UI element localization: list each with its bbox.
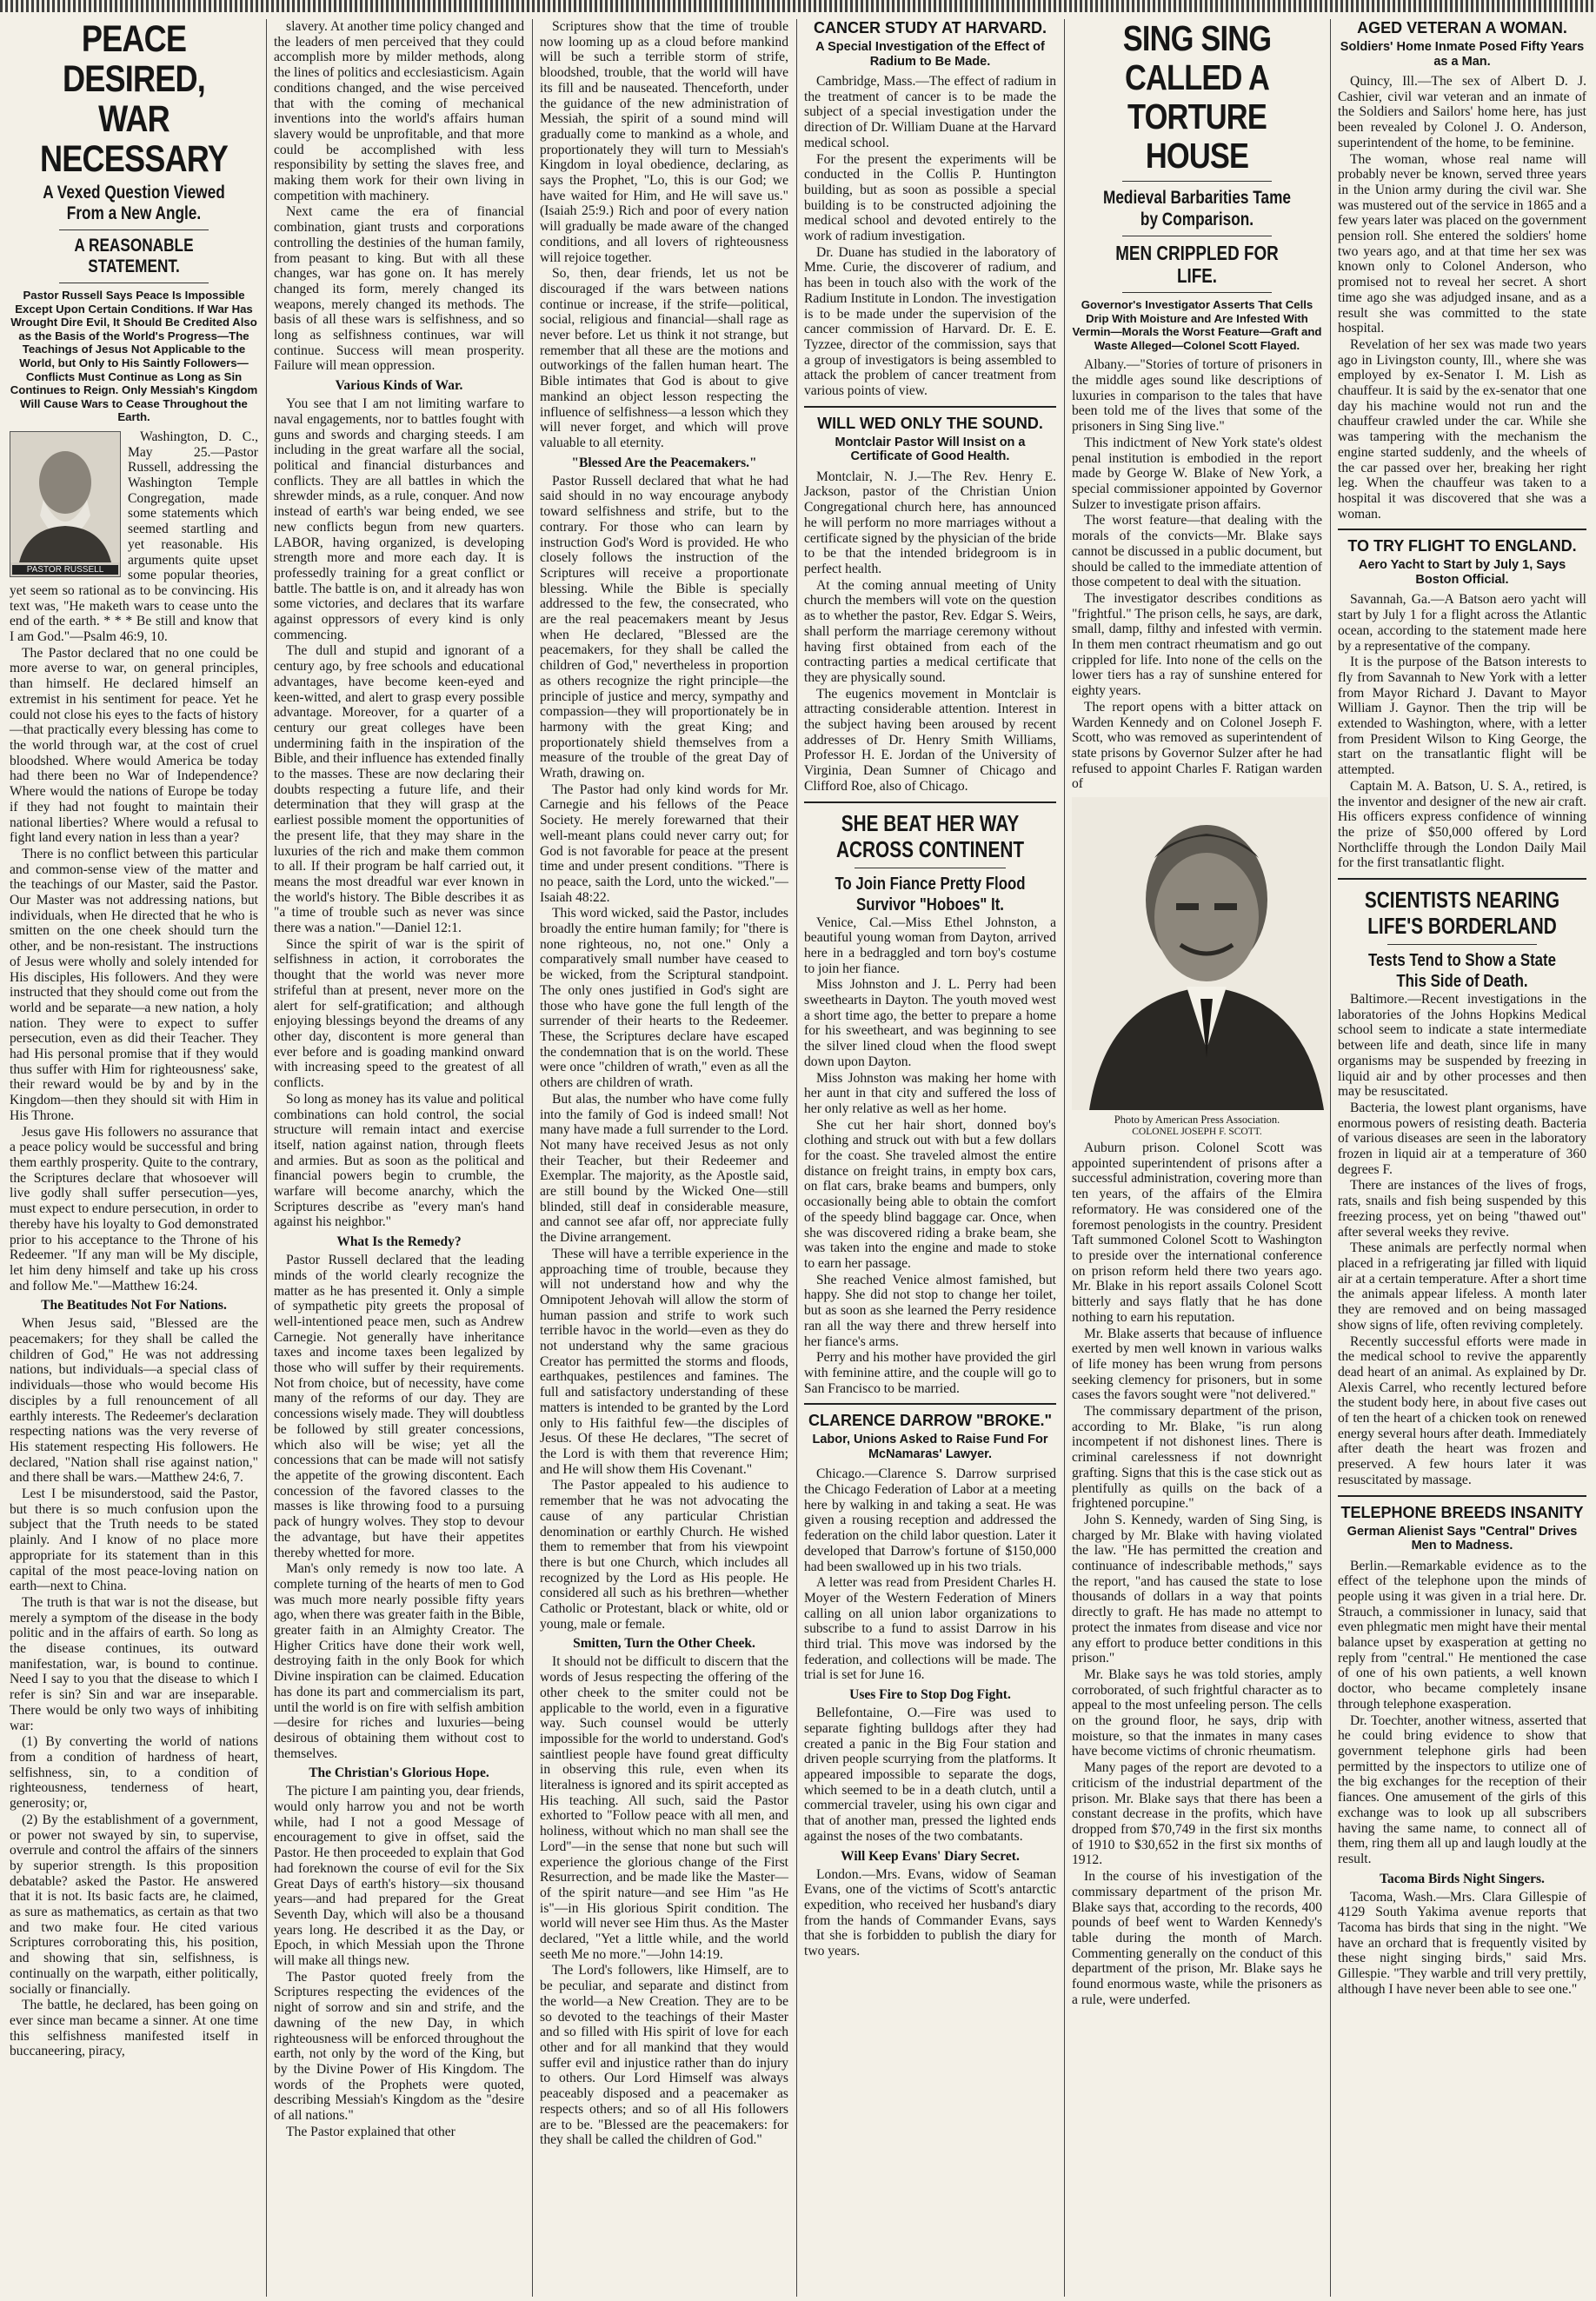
portrait-pastor-russell xyxy=(10,431,121,577)
headline-cancer-study: CANCER STUDY AT HARVARD. xyxy=(813,19,1047,37)
paragraph: Recently successful efforts were made in the medical school to revive the apparently dead heart of an animal. As explained by Dr. Alexis Carrel, who recently lectured before the student body here, in about five cases out of ten the heart of a chicken took on renewed energy several hours after death. Immediately after death the heart was frozen and preserved. A few hours later it was resuscitated by massage. xyxy=(1338,1333,1586,1487)
deck: Soldiers' Home Inmate Posed Fifty Years as a Man. xyxy=(1340,40,1585,69)
deck: To Join Fiance Pretty Flood Survivor "Hoboes" It. xyxy=(835,874,1026,914)
deck-vexed-question: A Vexed Question Viewed From a New Angle. xyxy=(43,183,225,223)
paragraph: Baltimore.—Recent investigations in the laboratories of the Johns Hopkins Medical school seem to indicate a state intermediate between life and death, since life in many organisms may be suspended by freezing in liquid air and by other processes and then may be resuscitated. xyxy=(1338,992,1586,1100)
headline-telephone: TELEPHONE BREEDS INSANITY xyxy=(1340,1503,1584,1521)
paragraph: Lest I be misunderstood, said the Pastor, but there is so much confusion upon the subject that the Truth needs to be stated plainly. And I know of no place more appropriate for its statement than in this capital of the most peace-loving nation on earth—next to China. xyxy=(10,1486,258,1594)
paragraph: The battle, he declared, has been going on ever since man became a sinner. At one time this selfishness manifested itself in buccaneering, piracy, xyxy=(10,1998,258,2059)
paragraph: The dull and stupid and ignorant of a century ago, by free schools and educational advantages, have become keen-eyed and keen-witted, and alert to grasp every possible advantage. Moreover, for a quarter of a century our great colleges have been undermining faith in the inspiration of the Bible, and their influence has extended finally to the masses. These are now declaring their doubts respecting a future life, and their determination that they will grasp at the earliest possible moment the opportunities of the present life, that they may share in the luxuries of the rich and make them common to all. If their program be half carried out, it means the most dreadful war ever known in the world's history. The Bible describes it as "a time of trouble such as never was since there was a nation."—Daniel 12:1. xyxy=(274,643,524,936)
paragraph: For the present the experiments will be conducted in the Collis P. Huntington building, but as soon as possible a special building is to be constructed adjoining the medical school and devoted entirely to the work of radium investigation. xyxy=(804,151,1056,244)
paragraph: Cambridge, Mass.—The effect of radium in the treatment of cancer is to be made the subject of a special investigation under the direction of Dr. William Duane at the Harvard medical school. xyxy=(804,74,1056,150)
masthead-rule xyxy=(0,0,1596,12)
paragraph: Berlin.—Remarkable evidence as to the effect of the telephone upon the minds of people using it was given in a trial here. Dr. Strauch, a commissioner in lunacy, said that even phlegmatic men might have their mental balance upset by exasperation at getting no reply from "central." He mentioned the case of one of his own patients, a well known doctor, who became completely insane through telephone exasperation. xyxy=(1338,1558,1586,1712)
newspaper-page xyxy=(3,19,1593,2297)
paragraph: The Lord's followers, like Himself, are to be peculiar, and separate and distinct from the world—a New Creation. They are to be so devoted to the teachings of their Master and so filled with His spirit of love for each other and for all mankind that they would suffer evil and injustice rather than do injury to others. Our Lord Himself was always peaceably disposed and a peacemaker as respects others; and so of all His followers are to be. "Blessed are the peacemakers: for they shall be called the children of God." xyxy=(540,1963,788,2148)
paragraph: There are instances of the lives of frogs, rats, snails and fish being suspended by this freezing process, yet on being "thawed out" after several weeks they revive. xyxy=(1338,1178,1586,1240)
subhead: Smitten, Turn the Other Cheek. xyxy=(573,1636,755,1652)
deck: Aero Yacht to Start by July 1, Says Boston Official. xyxy=(1358,558,1566,587)
divider xyxy=(1338,878,1586,880)
divider xyxy=(804,801,1056,803)
subhead: Will Keep Evans' Diary Secret. xyxy=(841,1848,1020,1864)
paragraph: The Pastor explained that other xyxy=(286,2124,456,2139)
paragraph: This indictment of New York state's oldest penal institution is embodied in the report made by George W. Blake of New York, a special commissioner appointed by Governor Sulzer to investigate prison affairs. xyxy=(1072,435,1322,512)
paragraph: Mr. Blake says he was told stories, amply corroborated, of such frightful character as to appeal to the most unfeeling person. The cells on the ground floor, he says, drip with moisture, so that the inmates in many cases have become victims of chronic rheumatism. xyxy=(1072,1666,1322,1759)
paragraph: The investigator describes conditions as "frightful." The prison cells, he says, are dark, small, damp, filthy and infested with vermin. In them men contract rheumatism and go out crippled for life. Into none of the cells on the lower tiers has a ray of sunshine entered for eighty years. xyxy=(1072,590,1322,699)
paragraph: Savannah, Ga.—A Batson aero yacht will start by July 1 for a flight across the Atlantic ocean, according to the statement made here by a representative of the company. xyxy=(1338,592,1586,654)
paragraph: Miss Johnston was making her home with her aunt in that city and suffered the loss of her only relative as well as her home. xyxy=(804,1070,1056,1116)
deck: Tests Tend to Show a State This Side of Death. xyxy=(1368,951,1556,992)
paragraph: So long as money has its value and political combinations can hold control, the social structure will remain intact and exercise itself, nation against nation, through fleets and armies. But as soon as the political and financial powers begin to crumble, the warfare will become anarchy, which the Scriptures describe as "every man's hand against his neighbor." xyxy=(274,1091,524,1230)
paragraph: Montclair, N. J.—The Rev. Henry E. Jackson, pastor of the Christian Union Congregational church here, has announced he will perform no more marriages without a certificate signed by the physician of the bride to be that the intended bridegroom is in perfect health. xyxy=(804,469,1056,576)
paragraph: Chicago.—Clarence S. Darrow surprised the Chicago Federation of Labor at a meeting here by walking in and taking a seat. He was given a rousing reception and addressed the federation on the child labor question. Later it developed that Darrow's fortune of $150,000 had been swallowed up in his two trials. xyxy=(804,1466,1056,1574)
paragraph: When Jesus said, "Blessed are the peacemakers; for they shall be called the children of God," He was not addressing nations, but individuals—a special class of individuals—those who would become His disciples by a full renouncement of all earthly interests. The Redeemer's declaration respecting nations was the very reverse of His statement respecting His followers. He declared, "Nation shall rise against nation," and there shall be wars.—Matthew 24:6, 7. xyxy=(10,1316,258,1486)
divider xyxy=(1122,181,1273,182)
portrait-label: PASTOR RUSSELL xyxy=(12,565,118,575)
paragraph: Pastor Russell declared that the leading minds of the world clearly recognize the matter as he has presented it. Only a simple of sympathetic pity greets the proposal of well-intentioned peace men, such as Andrew Carnegie. Not generally have inheritance taxes and income taxes been legalized by those who will suffer by their requirements. Not from choice, but of necessity, have come many of the reforms of our day. They are concessions wisely made. They will doubtless be followed by still greater concessions, which also will be wise; yet all the concessions that can be made will not satisfy the appetite of the growing discontent. Each concession of the favored classes to the masses is like throwing food to a pursuing pack of hungry wolves. They stop to devour the advantage, but have their appetites thereby whetted for more. xyxy=(274,1253,524,1560)
paragraph: The picture I am painting you, dear friends, would only harrow you and not be worth while, had I not a good Message of encouragement to give in offset, said the Pastor. He then proceeded to explain that God had foreknown the course of evil for the Six Great Days of earth's history—six thousand years—and had prepared for the Great Seventh Day, which will also be a thousand years long. He described it as the Day, or Epoch, in which Messiah upon the Throne will make all things new. xyxy=(274,1784,524,1969)
headline-peace-desired: PEACE DESIRED, WAR NECESSARY xyxy=(40,19,228,180)
photo-caption: COLONEL JOSEPH F. SCOTT. xyxy=(1132,1127,1262,1138)
paragraph: Quincy, Ill.—The sex of Albert D. J. Cashier, civil war veteran and an inmate of the Soldiers and Sailors' home here, has just been revealed by Colonel J. O. Anderson, superintendent of the home, to be feminine. xyxy=(1338,74,1586,150)
paragraph: Jesus gave His followers no assurance that a peace policy would be successful and bring them earthly prosperity. Quite to the contrary, the Scriptures declare that whosoever will live godly shall suffer persecution—yes, must expect to endure persecution, in order to thereby have his loyalty to God demonstrated prior to his acceptance to the Throne of his Redeemer. "If any man will be My disciple, let him deny himself and take up his cross and follow Me."—Matthew 16:24. xyxy=(10,1124,258,1293)
paragraph: The woman, whose real name will probably never be known, served three years in the Union army during the civil war. She was mustered out of the service in 1865 and a few years later was placed on the government pension roll. She entered the soldiers' home two years ago, and at that time her sex was known only to Colonel Anderson, who promised not to reveal her secret. A short time ago she was adjudged insane, and as a result she was committed to the state hospital. xyxy=(1338,151,1586,336)
divider xyxy=(1338,529,1586,530)
deck: Labor, Unions Asked to Raise Fund For McNamaras' Lawyer. xyxy=(812,1433,1048,1461)
paragraph: The Pastor had only kind words for Mr. Carnegie and his fellows of the Peace Society. He merely forewarned that their well-meant plans could never carry out; for God is not favorable for peace at the present time and under present conditions. "There is no peace, saith the Lord, unto the wicked."—Isaiah 48:22. xyxy=(540,781,788,905)
column-rule xyxy=(532,19,533,2297)
paragraph: The worst feature—that dealing with the morals of the convicts—Mr. Blake says cannot be discussed in a public document, but should be called to the immediate attention of those competent to deal with the situation. xyxy=(1072,513,1322,590)
paragraph: Captain M. A. Batson, U. S. A., retired, is the inventor and designer of the new air craft. His officers express confidence of winning the prize of $50,000 offered by Lord Northcliffe through the London Daily Mail for the first transatlantic flight. xyxy=(1338,778,1586,871)
divider xyxy=(1338,1495,1586,1497)
column-2 xyxy=(268,19,530,2297)
article-summary: Pastor Russell Says Peace Is Impossible Except Upon Certain Conditions. If War Has Wrought Dire Evil, It Should Be Credited Also as the Basis of the World's Progress—The Teachings of Jesus Not Applicable to the World, but Only to His Saintly Followers—Conflicts Must Continue as Long as Sin Continues to Reign. Only Messiah's Kingdom Will Cause Wars to Cease Throughout the Earth. xyxy=(10,289,258,424)
paragraph: Miss Johnston and J. L. Perry had been sweethearts in Dayton. The youth moved west a short time ago, the better to prepare a home for his sweetheart, and was beginning to see the silver lined cloud when the flood swept down upon Dayton. xyxy=(804,977,1056,1069)
subhead: Tacoma Birds Night Singers. xyxy=(1380,1871,1545,1886)
paragraph: London.—Mrs. Evans, widow of Seaman Evans, one of the victims of Scott's antarctic expedition, who received her husband's diary from the hands of Commander Evans, says that she is forbidden to publish the diary for two years. xyxy=(804,1866,1056,1959)
subhead: Uses Fire to Stop Dog Fight. xyxy=(849,1687,1011,1703)
subhead: What Is the Remedy? xyxy=(336,1234,462,1250)
paragraph: The Pastor appealed to his audience to remember that he was not advocating the cause of any particular Christian denomination or earthly Church. He wished them to remember that from his viewpoint there is but one Church, which includes all recognized by the Lord as His people. He considered all such as his brethren—whether Catholic or Protestant, black or white, old or young, male or female. xyxy=(540,1478,788,1632)
paragraph: A letter was read from President Charles H. Moyer of the Western Federation of Miners calling on all union labor organizations to subscribe to a fund to assist Darrow in his third trial. This move was indorsed by the federation, and collections will be made. The trial is set for June 16. xyxy=(804,1575,1056,1683)
divider xyxy=(1122,292,1273,293)
divider xyxy=(804,406,1056,408)
paragraph: Next came the era of financial combination, giant trusts and corporations controlling the destinies of the human family, from peasant to king. But with all these changes, war has gone on. It has merely changed its form, merely changed its weapons, merely changed its methods. The basis of all these wars is selfishness, and so long as selfishness continues, war will continue. Success will mean prosperity. Failure will mean oppression. xyxy=(274,204,524,374)
column-3 xyxy=(534,19,795,2297)
paragraph: Man's only remedy is now too late. A complete turning of the hearts of men to God was much more nearly possible fifty years ago, when there was greater faith in the Bible, greater faith in an Almighty Creator. The Higher Critics have done their work well, destroying faith in the only Book for which Divine inspiration can be claimed. Education has done its part and commercialism its part, until the world is on fire with selfish ambition—desire for riches and luxuries—being desirous of obtaining them without cost to themselves. xyxy=(274,1561,524,1761)
paragraph: It is the purpose of the Batson interests to fly from Savannah to New York with a letter from Mayor Richard J. Davant to Mayor William J. Gaynor. Then the trip will be extended to Washington, where, with a letter from President Wilson to King George, the start on the transatlantic flight will be attempted. xyxy=(1338,655,1586,778)
paragraph: Scriptures show that the time of trouble now looming up as a cloud before mankind will be such a terrible storm of strife, bloodshed, trouble, that the world will have its fill and be nauseated. Thenceforth, under the guidance of the new administration of Messiah, the spirit of a sound mind will gradually come to mankind as a whole, and proportionately they will turn to Messiah's Kingdom in loyal obedience, declaring, as says the Prophet, "Lo, this is our God; we have waited for Him, and He will save us." (Isaiah 25:9.) Rich and poor of every nation will gradually be made aware of the changed conditions, and all lovers of righteousness will rejoice together. xyxy=(540,19,788,265)
paragraph: It should not be difficult to discern that the words of Jesus respecting the offering of the other cheek to the smiter could not be applicable to the world, even in a figurative way. Such counsel would be utterly impossible for the world to understand. God's saintliest people have found great difficulty in observing this rule, even when its literalness is ignored and its spirit accepted as His teaching. All such, said the Pastor exhorted to "Follow peace with all men, and holiness, without which no man shall see the Lord"—in the sense that none but such will experience the glorious change of the First Resurrection, and be made like the Master—of the spirit nature—and see Him "as He is"—in His glorious Spirit condition. The world will never see Him thus. As the Master declared, "Yet a little while, and the world seeth Me no more."—John 14:19. xyxy=(540,1654,788,1962)
photo-colonel-scott xyxy=(1072,797,1328,1110)
paragraph: Washington, D. C., May 25.—Pastor Russell, addressing the Washington Temple Congregation, made some statements which seemed startling and yet reasonable. His arguments quite upset some popular theories, yet seem so rational as to be convincing. His text was, "He maketh wars to cease unto the end of the earth. * * * Be still and know that I am God."—Psalm 46:9, 10. xyxy=(10,429,258,645)
paragraph: The report opens with a bitter attack on Warden Kennedy and on Colonel Joseph F. Scott, who was removed as superintendent of state prisons by Governor Sulzer after he had refused to appoint Charles F. Ratigan warden of xyxy=(1072,699,1322,792)
paragraph: So, then, dear friends, let us not be discouraged if the wars between nations continue or increase, if the strife—political, social, religious and financial—shall rage as never before. Let us think it not strange, but remember that all these are the motions and outworkings of the fallen human heart. The Bible intimates that God is about to give mankind an object lesson respecting the influence of selfishness—a lesson which they will never forget, and which will prove valuable to all eternity. xyxy=(540,266,788,450)
portrait-engraving-icon xyxy=(1072,797,1328,1110)
divider xyxy=(1387,944,1537,945)
headline-sing-sing: SING SING CALLED A TORTURE HOUSE xyxy=(1122,19,1272,176)
paragraph: The truth is that war is not the disease, but merely a symptom of the disease in the body politic and in the affairs of earth. So long as the disease continues, its outward manifestation, war, is bound to continue. Need I say to you that the disease to which I refer is sin? Sin and war are inseparable. There would be only two ways of inhibiting war: xyxy=(10,1594,258,1733)
paragraph: There is no conflict between this particular and common-sense view of the matter and the teachings of our Master, said the Pastor. Our Master was not addressing nations, but individuals, when He directed that he who is smitten on the one cheek should turn the other, and be non-resistant. The instructions of Jesus were wholly and solely intended for His disciples, His followers. And they were instructed that they should come out from the world and be separate—a new nation, a holy nation. They were to expect to suffer persecution, even as did their Teacher. They had His personal promise that if they would thus suffer with Him for righteousness' sake, their reward would be by and by in the Kingdom—then they should sit with Him in His Throne. xyxy=(10,846,258,1123)
paragraph: You see that I am not limiting warfare to naval engagements, nor to battles fought with guns and swords and charging steeds. I am including in the great warfare all the social, political and financial disturbances and conflicts. They are all battles in which the shrewder minds, as a rule, conquer. And now instead of earth's war being ended, we see new conflicts begun from new quarters. LABOR, having organized, is developing strength more and more each day. It is professedly training for a great conflict or battle. The battle is on, and it already has won some victories, and declares that its warfare against oppressors of every kind is only commencing. xyxy=(274,396,524,642)
paragraph: Perry and his mother have provided the girl with feminine attire, and the couple will go to San Francisco to be married. xyxy=(804,1350,1056,1396)
paragraph: Albany.—"Stories of torture of prisoners in the middle ages sound like descriptions of luxuries in comparison to the tales that have been told me of the lives that some of the prisoners in Sing Sing live." xyxy=(1072,357,1322,435)
deck: Medieval Barbarities Tame by Comparison. xyxy=(1103,188,1291,229)
divider xyxy=(59,229,209,230)
subhead: "Blessed Are the Peacemakers." xyxy=(571,455,757,470)
paragraph: Dr. Duane has studied in the laboratory of Mme. Curie, the discoverer of radium, and has been in touch also with the work of the Radium Institute in London. The investigation is to be made under the supervision of the cancer commission of Harvard. Dr. E. E. Tyzzee, director of the commission, says that a group of investigators is being assembled to attack the problem of cancer treatment from various points of view. xyxy=(804,244,1056,399)
paragraph: This word wicked, said the Pastor, includes broadly the entire human family; for "there is none righteous, no, not one." Only a comparatively small number have ceased to be wicked, from the Scriptural standpoint. The only ones justified in God's sight are those who have gone the full length of the surrender of their hearts to the Redeemer. These, the Scriptures declare have escaped the condemnation that is on the world. These were once "children of wrath," even as all the others are children of wrath. xyxy=(540,906,788,1091)
paragraph: Dr. Toechter, another witness, asserted that he could bring evidence to show that government telephone girls had been permitted by the inspectors to utilize one of the big exchanges for the reception of their fiances. One amusement of the girls of this exchange was to look up all subscribers having the same name, to connect all of them, ring them all up and laugh loudly at the result. xyxy=(1338,1712,1586,1866)
paragraph: The commissary department of the prison, according to Mr. Blake, "is run along incompetent if not dishonest lines. There is criminal carelessness if not downright grafting. Signs that this is the case stick out as plentifully as quills on the back of a frightened porcupine." xyxy=(1072,1404,1322,1512)
paragraph: (2) By the establishment of a government, or power not swayed by sin, to supervise, overrule and control the affairs of the sinners by superior strength. Is this proposition debatable? asked the Pastor. He answered that it is not. Its basic facts are, he claimed, as sure as mathematics, as certain as that two and two make four. He cited various Scriptures corroborating this, his position, and showing that sin, selfishness, is continually on the warpath, either politically, socially or financially. xyxy=(10,1812,258,1997)
column-5 xyxy=(1066,19,1328,2297)
paragraph: At the coming annual meeting of Unity church the members will vote on the question as to whether the pastor, Rev. Edgar S. Weirs, shall perform the marriage ceremony without having first obtained from each of the contracting parties a medical certificate that they are physically sound. xyxy=(804,577,1056,685)
paragraph: The eugenics movement in Montclair is attracting considerable attention. Interest in the subject having been aroused by recent addresses of Dr. Henry Smith Williams, Professor H. E. Jordan of the University of Virginia, Dean Sumner of Chicago and Clifford Roe, also of Chicago. xyxy=(804,686,1056,794)
headline-scientists: SCIENTISTS NEARING LIFE'S BORDERLAND xyxy=(1364,887,1560,940)
headline-clarence-darrow: CLARENCE DARROW "BROKE." xyxy=(808,1412,1053,1430)
deck-crippled: MEN CRIPPLED FOR LIFE. xyxy=(1115,242,1279,287)
column-4 xyxy=(798,19,1062,2297)
paragraph: She reached Venice almost famished, but happy. She did not stop to change her toilet, but as soon as she learned the Perry residence ran all the way there and threw herself into her fiance's arms. xyxy=(804,1272,1056,1349)
headline-flight-to-england: TO TRY FLIGHT TO ENGLAND. xyxy=(1347,537,1577,555)
column-1 xyxy=(3,19,264,2297)
headline-will-wed: WILL WED ONLY THE SOUND. xyxy=(817,414,1043,432)
deck: A Special Investigation of the Effect of Radium to Be Made. xyxy=(815,40,1045,69)
column-rule xyxy=(796,19,797,2297)
paragraph: Many pages of the report are devoted to a criticism of the industrial department of the prison. Mr. Blake says that there has been a constant decrease in the profits, which have dropped from $70,749 in the first six months of 1910 to $30,652 in the first six months of 1912. xyxy=(1072,1760,1322,1868)
paragraph: Since the spirit of war is the spirit of selfishness in action, it corroborates the thought that the world was never more strifeful than at present, never more on the alert for self-gratification; and although enjoying blessings beyond the dreams of any other day, discontent is more general than ever before and is goading mankind onward with increasing speed to the greatest of all conflicts. xyxy=(274,936,524,1091)
photo-credit: Photo by American Press Association. xyxy=(1114,1114,1280,1127)
paragraph: The Pastor quoted freely from the Scriptures respecting the evidences of the night of sorrow and sin and strife, and the dawning of the new Day, in which righteousness will be enforced throughout the earth, not only by the word of the King, but by the Divine Power of His Kingdom. The words of the Prophets were quoted, describing Messiah's Kingdom as the "desire of all nations." xyxy=(274,1969,524,2124)
article-summary: Governor's Investigator Asserts That Cells Drip With Moisture and Are Infested With Vermin—Morals the Worst Feature—Graft and Waste Alleged—Colonel Scott Flayed. xyxy=(1072,298,1322,352)
portrait-sketch-icon xyxy=(10,432,120,562)
paragraph: The Pastor declared that no one could be more averse to war, on general principles, than himself. He declared himself an extremist in his sentiment for peace. Yet he could not close his eyes to the facts of history—that practically every blessing has come to the world through war, at the cost of cruel bloodshed. Where would America be today had there been no War of Independence? Where would the nations of Europe be today if they had not fought to maintain their national liberties? Where would a refusal to fight land every nation in less than a year? xyxy=(10,645,258,846)
paragraph: Bacteria, the lowest plant organisms, have enormous powers of resisting death. Bacteria of various diseases are seen in the laboratory frozen in liquid air at a temperature of 360 degrees F. xyxy=(1338,1100,1586,1177)
paragraph: slavery. At another time policy changed and the leaders of men perceived that they could accomplish more by milder methods, along the lines of politics and ecclesiasticism. Again conditions changed, and the wise perceived that with the coming of mechanical inventions into the world's affairs human slavery would be unprofitable, and that more could be accomplished with less responsibility by setting the slaves free, and making them work for their own living in competition with machinery. xyxy=(274,19,524,203)
paragraph: Auburn prison. Colonel Scott was appointed superintendent of prisons after a successful administration, covering more than ten years, of the affairs of the Elmira reformatory. He was considered one of the foremost penologists in the country. President Taft summoned Colonel Scott to Washington to preside over the international conference on prison reform held there two years ago. Mr. Blake in his report assails Colonel Scott bitterly and says flatly that he has done nothing to earn his reputation. xyxy=(1072,1141,1322,1325)
paragraph: Tacoma, Wash.—Mrs. Clara Gillespie of 4129 South Yakima avenue reports that Tacoma has birds that sing in the night. "We have an orchard that is frequently visited by these night singing birds," said Mrs. Gillespie. "They warble and trill very prettily, although I have never been able to see one." xyxy=(1338,1889,1586,1997)
paragraph: She cut her hair short, donned boy's clothing and struck out with but a few dollars for the coast. She traveled almost the entire distance on freight trains, in empty box cars, on flat cars, brake beams and bumpers, only occasionally being able to obtain the comfort of the speedy blind baggage car. Once, when she was discovered riding a brake beam, she was taken into the engine and made to stoke to earn her passage. xyxy=(804,1117,1056,1271)
column-6 xyxy=(1332,19,1593,2297)
deck-reasonable-statement: A REASONABLE STATEMENT. xyxy=(74,236,194,276)
paragraph: Revelation of her sex was made two years ago in Livingston county, Ill., where she was employed by ex-Senator I. M. Lish as chauffeur. It is said by the ex-senator that one day his machine would not run and the chauffeur crawled under the car. While she was tampering with the mechanism the engine started suddenly, and the wheels of the car passed over her, breaking her right leg. When the chauffeur was taken to a hospital it was discovered that she was a woman. xyxy=(1338,336,1586,522)
paragraph: These animals are perfectly normal when placed in a refrigerating jar filled with liquid air at a certain temperature. After a short time the animals appear lifeless. A month later they are removed and on being massaged show signs of life, often reviving completely. xyxy=(1338,1240,1586,1333)
paragraph: Mr. Blake asserts that because of influence exerted by men well known in various walks of life money has been wrung from persons seeking clemency for prisoners, but in some cases the favors sought were "not delivered." xyxy=(1072,1326,1322,1403)
subhead: Various Kinds of War. xyxy=(335,378,463,394)
paragraph: In the course of his investigation of the commissary department of the prison Mr. Blake says that, according to the records, 400 pounds of beef went to Warden Kennedy's table during the month of March. Commenting generally on the conduct of this department of the prison, Mr. Blake says he found enormous waste, while the prisoners as a rule, were underfed. xyxy=(1072,1869,1322,2007)
paragraph: (1) By converting the world of nations from a condition of hardness of heart, selfishness, sin, to a condition of righteousness, tenderness of heart, generosity; or, xyxy=(10,1734,258,1812)
column-rule xyxy=(1064,19,1065,2297)
column-rule xyxy=(1330,19,1331,2297)
subhead: The Christian's Glorious Hope. xyxy=(309,1766,489,1781)
column-rule xyxy=(266,19,267,2297)
subhead: The Beatitudes Not For Nations. xyxy=(41,1298,227,1313)
headline-she-beat-her-way: SHE BEAT HER WAY ACROSS CONTINENT xyxy=(835,809,1025,862)
deck: German Alienist Says "Central" Drives Men to Madness. xyxy=(1347,1524,1578,1553)
paragraph: But alas, the number who have come fully into the family of God is indeed small! Not many have made a full surrender to the Lord. Not many have received Jesus as not only their Teacher, but their Redeemer and Exemplar. The majority, as the Apostle said, are still bound by the Wicked One—still blinded, still deaf in considerable measure, and cannot see afar off, nor appreciate fully the Divine arrangement. xyxy=(540,1091,788,1246)
divider xyxy=(804,1403,1056,1405)
paragraph: Venice, Cal.—Miss Ethel Johnston, a beautiful young woman from Dayton, arrived here in a bedraggled and torn boy's costume to join her fiance. xyxy=(804,914,1056,976)
headline-aged-veteran: AGED VETERAN A WOMAN. xyxy=(1357,19,1567,37)
paragraph: These will have a terrible experience in the approaching time of trouble, because they will not understand how and why the Omnipotent Jehovah will allow the storm of human passion and strife to work such terrible havoc in the world—even as they do not understand why the same gracious Creator has permitted the storms and floods, earthquakes, pestilences and famines. The full and satisfactory understanding of these matters is intended to be granted by the Lord only to His faithful few—the disciples of Jesus. Of these He declares, "The secret of the Lord is with them that reverence Him; and He will show them His Covenant." xyxy=(540,1246,788,1477)
paragraph: John S. Kennedy, warden of Sing Sing, is charged by Mr. Blake with having violated the law. "He has permitted the creation and continuance of indescribable methods," says the report, "and has caused the state to lose thousands of dollars in a way that points directly to graft. He has made no attempt to protect the inmates from disease and vice nor any effort to produce better conditions in this prison." xyxy=(1072,1512,1322,1666)
paragraph: Bellefontaine, O.—Fire was used to separate fighting bulldogs after they had created a panic in the Big Four station and driven people scurrying from the platforms. It appeared impossible to separate the dogs, which seemed to be in a death clutch, until a commercial traveler, using his own cigar and that of another man, pressed the lighted ends against the noses of the two combatants. xyxy=(804,1706,1056,1844)
deck: Montclair Pastor Will Insist on a Certificate of Good Health. xyxy=(835,435,1026,464)
paragraph: Pastor Russell declared that what he had said should in no way encourage anybody toward selfishness and strife, but to the contrary. For those who can learn by instruction God's Word is provided. He who closely follows the instruction of the Scriptures will receive a proportionate blessing. While the Bible is specially addressed to the few, the consecrated, who are the real peacemakers meant by Jesus when He declared, "Blessed are the peacemakers, for they shall be called the children of God," nevertheless in proportion as others recognize the right principle—the principle of justice and mercy, sympathy and compassion—they will proportionately be in harmony with the great King; and proportionately shield themselves from a measure of the trouble of the great Day of Wrath, drawing on. xyxy=(540,473,788,781)
